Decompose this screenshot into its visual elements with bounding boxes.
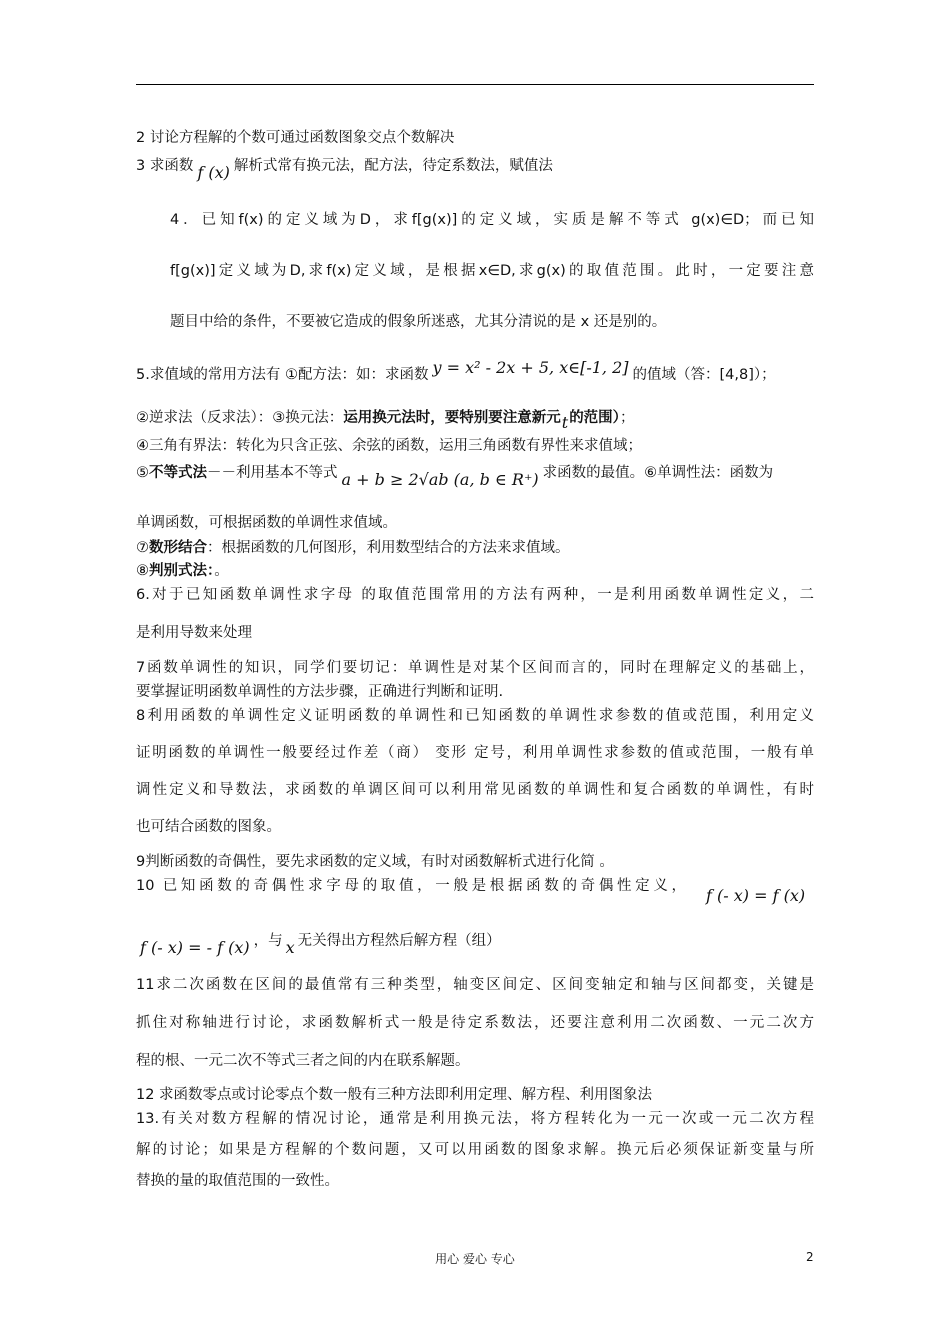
item-3-text: 3 求函数	[136, 158, 194, 174]
footer-slogan: 用心 爱心 专心	[435, 1252, 515, 1266]
item-5-line-3	[136, 436, 642, 456]
item-5b-text: ②逆求法（反求法）：③换元法：	[136, 410, 344, 426]
item-11-line-2	[136, 1013, 814, 1033]
math-odd-def: f (- x) = - f (x)	[140, 938, 250, 957]
item-5-line-1	[136, 358, 776, 385]
item-5g-post: 。	[214, 563, 229, 579]
item-5-text: 5.求值域的常用方法有 ①配方法：如：求函数	[136, 367, 429, 383]
math-t: t	[561, 413, 569, 432]
item-13-line-2	[136, 1140, 814, 1160]
item-11-text-3: 程的根、一元二次不等式三者之间的内在联系解题。	[136, 1053, 470, 1069]
item-7-text-1: 7函数单调性的知识，同学们要切记：单调性是对某个区间而言的，同时在理解定义的基础上，	[136, 660, 814, 676]
item-5f-post: ：根据函数的几何图形，利用数型结合的方法来求值域。	[207, 540, 570, 556]
item-4-text-1: 4．已知f(x)的定义域为D，求f[g(x)]的定义域，实质是解不等式 g(x)∈D；而已知	[170, 212, 814, 228]
item-10-mid: ，与	[253, 933, 283, 949]
item-5-line-2	[136, 407, 635, 432]
item-6-text-1: 6.对于已知函数单调性求字母 的取值范围常用的方法有两种，一是利用函数单调性定义，二	[136, 587, 814, 603]
item-8-text-4: 也可结合函数的图象。	[136, 819, 281, 835]
item-7-line-2	[136, 682, 503, 702]
item-5d-mid: －－利用基本不等式	[207, 465, 338, 481]
item-13-text-1: 13.有关对数方程解的情况讨论，通常是利用换元法，将方程转化为一元一次或一元二次方程	[136, 1111, 814, 1127]
item-13-line-3	[136, 1171, 339, 1191]
item-5-line-4	[136, 462, 774, 489]
item-5f-pre: ⑦	[136, 540, 149, 556]
item-8-line-2	[136, 743, 814, 763]
item-4-line-3	[170, 312, 666, 332]
item-2-text: 2 讨论方程解的个数可通过函数图象交点个数解决	[136, 130, 455, 146]
item-5-text-post: 的值域（答：[4,8]）；	[632, 367, 776, 383]
item-3-text-post: 解析式常有换元法，配方法，待定系数法，赋值法	[233, 158, 553, 174]
item-11-text-1: 11求二次函数在区间的最值常有三种类型，轴变区间定、区间变轴定和轴与区间都变，关键是	[136, 977, 814, 993]
item-4-text-2: f[g(x)]定义域为D,求f(x)定义域，是根据x∈D,求g(x)的取值范围。此时，一定要注意	[170, 263, 814, 279]
item-10-text-1: 10 已知函数的奇偶性求字母的取值，一般是根据函数的奇偶性定义，	[136, 878, 686, 894]
item-5g-bold: 判别式法：	[149, 563, 215, 579]
item-9-line	[136, 852, 614, 872]
item-5d-post: 求函数的最值。⑥单调性法：函数为	[542, 465, 774, 481]
item-5-line-6	[136, 538, 570, 558]
item-6-text-2: 是利用导数来处理	[136, 625, 252, 641]
item-7-text-2: 要掌握证明函数单调性的方法步骤，正确进行判断和证明.	[136, 684, 504, 700]
item-8-text-1: 8利用函数的单调性定义证明函数的单调性和已知函数的单调性求参数的值或范围，利用定义	[136, 708, 814, 724]
item-4-line-2	[170, 261, 814, 281]
item-5d-bold: 不等式法	[149, 465, 207, 481]
item-10-line-1	[136, 876, 686, 896]
math-quadratic: y = x² - 2x + 5, x∈[-1, 2]	[432, 358, 629, 377]
item-4-line-1	[170, 210, 814, 230]
item-10-line-2	[136, 930, 501, 957]
item-12-text: 12 求函数零点或讨论零点个数一般有三种方法即利用定理、解方程、利用图象法	[136, 1087, 653, 1103]
item-8-line-1	[136, 706, 814, 726]
item-13-text-3: 替换的量的取值范围的一致性。	[136, 1173, 339, 1189]
item-5-line-5	[136, 513, 397, 533]
math-fx: f (x)	[197, 163, 230, 182]
item-12-line	[136, 1085, 652, 1105]
item-5e-text: 单调函数，可根据函数的单调性求值域。	[136, 515, 397, 531]
item-5c-text: ④三角有界法：转化为只含正弦、余弦的函数，运用三角函数有界性来求值域；	[136, 438, 642, 454]
page-number: 2	[806, 1250, 814, 1264]
item-11-line-3	[136, 1051, 470, 1071]
item-2-line	[136, 128, 454, 148]
item-10-post: 无关得出方程然后解方程（组）	[297, 933, 501, 949]
item-8-line-4	[136, 817, 281, 837]
item-6-line-1	[136, 585, 814, 605]
item-5-line-7	[136, 561, 229, 581]
item-8-text-3: 调性定义和导数法，求函数的单调区间可以利用常见函数的单调性和复合函数的单调性，有时	[136, 782, 814, 798]
item-5g-pre: ⑧	[136, 563, 149, 579]
item-9-text: 9判断函数的奇偶性，要先求函数的定义域，有时对函数解析式进行化简 。	[136, 854, 614, 870]
item-11-text-2: 抓住对称轴进行讨论，求函数解析式一般是待定系数法，还要注意利用二次函数、一元二次方	[136, 1015, 814, 1031]
item-6-line-2	[136, 623, 252, 643]
math-inequality: a + b ≥ 2√ab (a, b ∈ R⁺)	[341, 470, 539, 489]
item-11-line-1	[136, 975, 814, 995]
item-3-line	[136, 155, 553, 182]
item-5b-bold-2: 的范围）	[569, 410, 620, 426]
item-13-line-1	[136, 1109, 814, 1129]
math-x: x	[285, 938, 295, 957]
item-8-text-2: 证明函数的单调性一般要经过作差（商） 变形 定号，利用单调性求参数的值或范围，一般有单	[136, 745, 814, 761]
header-rule	[136, 84, 814, 85]
item-5b-bold: 运用换元法时，要特别要注意新元	[343, 410, 561, 426]
item-4-text-3: 题目中给的条件，不要被它造成的假象所迷惑，尤其分清说的是 x 还是别的。	[170, 314, 667, 330]
item-5f-bold: 数形结合	[149, 540, 207, 556]
item-13-text-2: 解的讨论；如果是方程解的个数问题，又可以用函数的图象求解。换元后必须保证新变量与所	[136, 1142, 814, 1158]
item-7-line-1	[136, 658, 814, 678]
item-5d-pre: ⑤	[136, 465, 149, 481]
item-8-line-3	[136, 780, 814, 800]
math-even-def: f (- x) = f (x)	[706, 886, 806, 905]
item-5b-end: ；	[619, 410, 635, 426]
